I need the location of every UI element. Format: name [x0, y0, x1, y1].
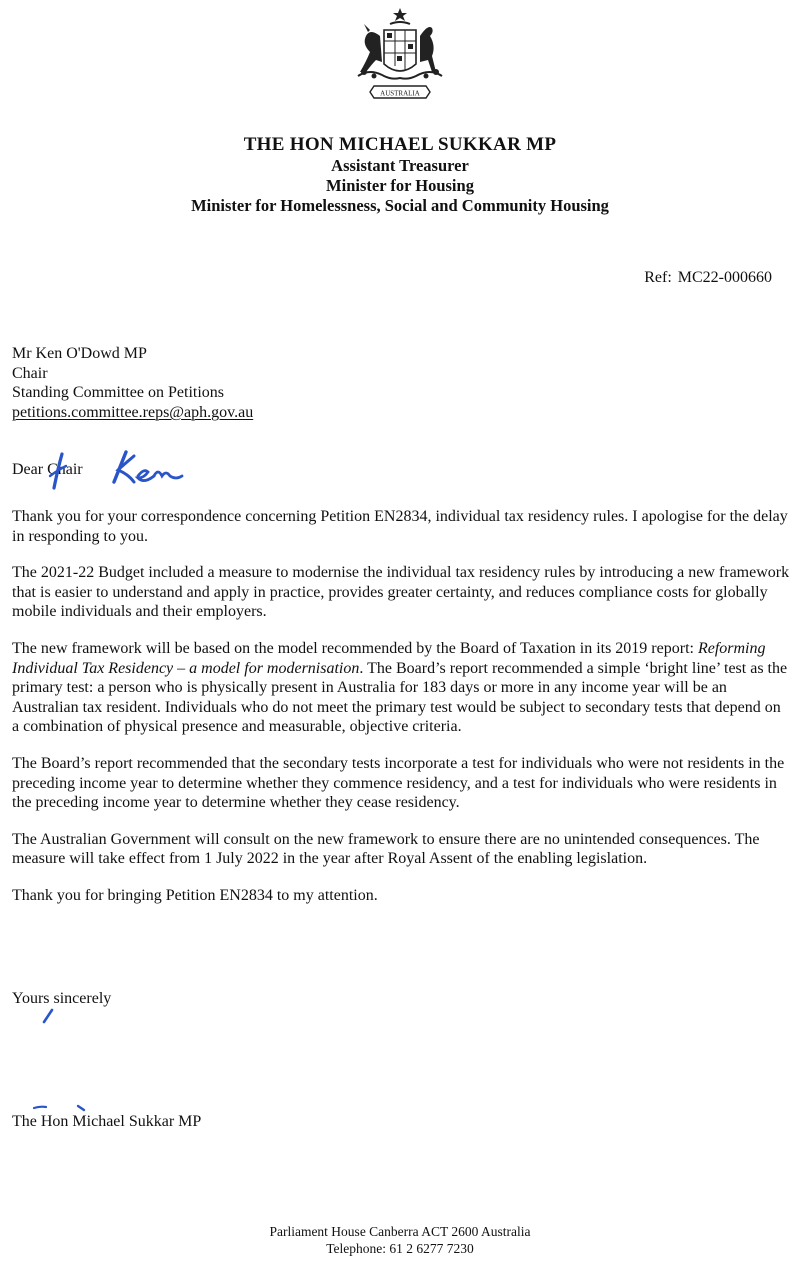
body-paragraph-6: Thank you for bringing Petition EN2834 to my attention. [12, 886, 378, 904]
footer-telephone: Telephone: 61 2 6277 7230 [326, 1241, 474, 1256]
crest-motto: AUSTRALIA [380, 89, 420, 98]
minister-role-assistant-treasurer: Assistant Treasurer [331, 156, 469, 175]
body-paragraph-3-intro: The new framework will be based on the model recommended by the Board of Taxation in its 2019 report: [12, 639, 698, 657]
body-paragraph-2: The 2021-22 Budget included a measure to modernise the individual tax residency rules by introducing a new framework that is easier to understand and apply in practice, provides greater certainty, and reduces compliance costs for globally mobile individuals and their employers. [12, 564, 790, 621]
recipient-title: Chair [12, 364, 48, 382]
body-paragraph-5: The Australian Government will consult on the new framework to ensure there are no unintended consequences. The measure will take effect from 1 July 2022 in the year after Royal Assent of the enabling legislation. [12, 830, 760, 868]
footer [0, 1223, 800, 1257]
body-paragraph-1: Thank you for your correspondence concerning Petition EN2834, individual tax residency rules. I apologise for the delay in responding to you. [12, 508, 788, 545]
handwritten-salutation-signature [48, 446, 188, 492]
signoff-name: The Hon Michael Sukkar MP [12, 1113, 202, 1130]
salutation: Dear Chair [12, 461, 83, 478]
handwritten-closing-mark [30, 1008, 90, 1024]
body-paragraph-3-rest: . The Board’s report recommended a simple ‘bright line’ test as the primary test: a person who is physically present in Australia for 183 days or more in any income year will be an Australian tax resident. Individuals who do not meet the primary test would be subject to secondary tests that depend on a combination of physical presence and measurable, objective criteria. [12, 659, 788, 736]
reference-line [644, 269, 772, 287]
recipient-committee: Standing Committee on Petitions [12, 384, 224, 401]
report-title: Reforming Individual Tax Residency – a model for modernisation [12, 639, 766, 677]
letter-body [12, 507, 790, 923]
footer-address: Parliament House Canberra ACT 2600 Australia [269, 1224, 531, 1239]
recipient-address [12, 344, 253, 422]
reference-label: Ref: [644, 269, 672, 286]
letterhead [0, 134, 800, 216]
minister-role-housing: Minister for Housing [326, 176, 474, 195]
body-paragraph-3 [12, 639, 790, 737]
recipient-name: Mr Ken O'Dowd MP [12, 345, 147, 362]
commonwealth-coat-of-arms-icon [340, 6, 460, 102]
recipient-email-link[interactable]: petitions.committee.reps@aph.gov.au [12, 403, 254, 421]
minister-role-homelessness: Minister for Homelessness, Social and Community Housing [191, 196, 609, 215]
closing: Yours sincerely [12, 990, 112, 1007]
reference-code: MC22-000660 [677, 269, 772, 286]
minister-name: THE HON MICHAEL SUKKAR MP [243, 134, 557, 155]
body-paragraph-4: The Board’s report recommended that the secondary tests incorporate a test for individuals who were not residents in the preceding income year to determine whether they commence residency, and a test for individuals who were residents in the preceding income year to determine whether they cease residency. [12, 754, 785, 812]
